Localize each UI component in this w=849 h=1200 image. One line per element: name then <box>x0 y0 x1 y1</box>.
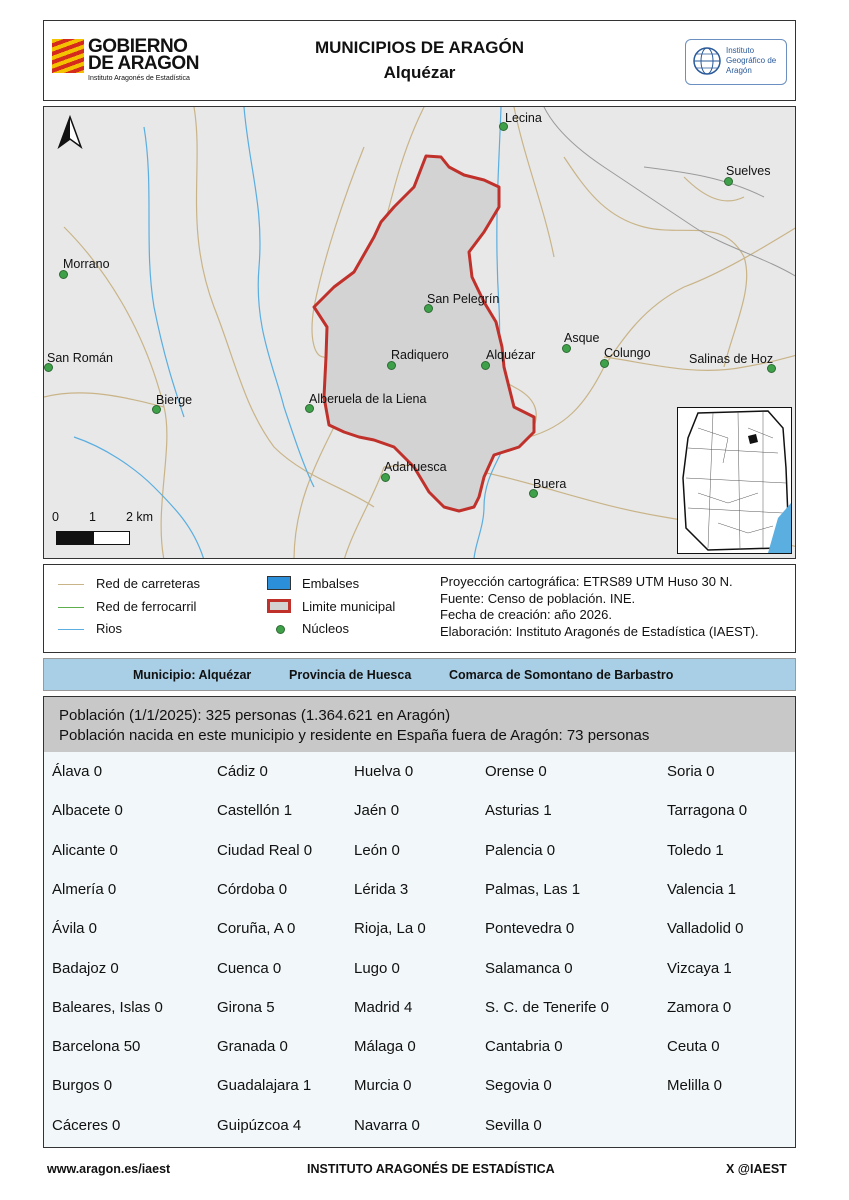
place-label: Morrano <box>63 257 110 271</box>
province-count: Lérida 3 <box>354 880 409 898</box>
province-count: Badajoz 0 <box>52 959 119 977</box>
province-count: Tarragona 0 <box>667 802 748 820</box>
map-metadata: Proyección cartográfica: ETRS89 UTM Huso 30 N. Fuente: Censo de población. INE. Fecha de creación: año 2026. Elaboración: Instituto Aragonés de Estadística (IAEST). <box>440 574 759 639</box>
municipal-boundary <box>314 156 534 511</box>
province-count: Salamanca 0 <box>485 959 573 977</box>
rivers-legend-line <box>58 629 84 630</box>
province-count: Vizcaya 1 <box>667 959 732 977</box>
province-count: Huelva 0 <box>354 763 414 780</box>
place-label: Buera <box>533 477 567 491</box>
place-label: Asque <box>564 331 600 345</box>
nucleus-dot <box>562 344 571 353</box>
population-born-outside: Población nacida en este municipio y residente en España fuera de Aragón: 73 personas <box>59 727 650 744</box>
nucleus-legend-dot <box>276 625 285 634</box>
nucleus-dot <box>387 361 396 370</box>
header <box>43 20 796 101</box>
province-count: Cáceres 0 <box>52 1116 121 1134</box>
province-count: Barcelona 50 <box>52 1038 141 1056</box>
province-count: Palencia 0 <box>485 841 556 859</box>
nucleus-dot <box>600 359 609 368</box>
admin-lines <box>544 107 796 277</box>
provincia-label: Provincia de Huesca <box>289 668 412 682</box>
province-count: Guadalajara 1 <box>217 1077 312 1095</box>
place-label: Adahuesca <box>384 460 447 474</box>
place-label: San Román <box>47 351 114 365</box>
place-label: Bierge <box>156 393 193 407</box>
province-count: Ávila 0 <box>52 920 98 938</box>
place-label: Salinas de Hoz <box>689 352 774 366</box>
nucleus-dot <box>381 473 390 482</box>
province-count: Zamora 0 <box>667 998 732 1016</box>
province-count: Asturias 1 <box>485 802 552 820</box>
municipality-name: Alquézar <box>383 63 456 82</box>
province-count: Ciudad Real 0 <box>217 841 313 859</box>
province-count: Soria 0 <box>667 763 715 780</box>
place-label: San Pelegrín <box>427 292 500 306</box>
place-label: Alberuela de la Liena <box>309 392 427 406</box>
province-count: Ceuta 0 <box>667 1038 720 1056</box>
province-count: Alicante 0 <box>52 841 118 859</box>
legend-rail: Red de ferrocarril <box>96 599 197 614</box>
province-count: Segovia 0 <box>485 1077 552 1095</box>
footer-social[interactable]: X @IAEST <box>726 1162 787 1176</box>
province-count: Toledo 1 <box>667 841 724 859</box>
scale-bar <box>56 531 130 545</box>
province-count: Girona 5 <box>217 998 275 1016</box>
place-label: Radiquero <box>391 348 449 362</box>
province-count: Madrid 4 <box>354 998 413 1016</box>
province-count: Lugo 0 <box>354 959 400 977</box>
scale-label: 0 <box>52 510 59 524</box>
province-count: Castellón 1 <box>217 802 293 820</box>
province-count: Cuenca 0 <box>217 959 282 977</box>
scale-label: 1 <box>89 510 96 524</box>
province-count: Murcia 0 <box>354 1077 412 1095</box>
legend-nuclei: Núcleos <box>302 621 349 636</box>
legend <box>43 564 796 653</box>
province-count: Rioja, La 0 <box>354 920 426 938</box>
province-count: Cantabria 0 <box>485 1038 563 1056</box>
place-label: Lecina <box>505 111 542 125</box>
province-count: Jaén 0 <box>354 802 400 820</box>
province-count: Guipúzcoa 4 <box>217 1116 302 1134</box>
population-summary <box>44 697 795 752</box>
reservoir-swatch <box>267 576 291 590</box>
roads-legend-line <box>58 584 84 585</box>
page-title: MUNICIPIOS DE ARAGÓN <box>314 38 525 57</box>
province-count: Palmas, Las 1 <box>485 880 581 898</box>
place-label: Colungo <box>604 346 651 360</box>
population-total: Población (1/1/2025): 325 personas (1.364.621 en Aragón) <box>59 707 451 724</box>
province-count: Orense 0 <box>485 763 547 780</box>
footer-website[interactable]: www.aragon.es/iaest <box>47 1162 171 1176</box>
municipality-info-bar <box>43 658 796 691</box>
province-count: Granada 0 <box>217 1038 288 1056</box>
globe-icon <box>692 46 722 76</box>
scale-label: 2 km <box>126 510 154 524</box>
legend-boundary: Limite municipal <box>302 599 396 614</box>
nucleus-dot <box>724 177 733 186</box>
legend-roads: Red de carreteras <box>96 576 201 591</box>
logo-subtitle: Instituto Aragonés de Estadística <box>88 75 190 82</box>
province-count: Melilla 0 <box>667 1077 723 1095</box>
instituto-geografico-logo <box>685 39 787 85</box>
logo-text: GOBIERNO DE ARAGON <box>88 36 199 74</box>
province-count: Álava 0 <box>52 763 103 780</box>
rail-legend-line <box>58 607 84 608</box>
legend-reservoirs: Embalses <box>302 576 360 591</box>
province-count: Navarra 0 <box>354 1116 420 1134</box>
place-label: Alquézar <box>486 348 536 362</box>
map <box>43 106 796 559</box>
footer-institute: INSTITUTO ARAGONÉS DE ESTADÍSTICA <box>307 1162 555 1176</box>
province-count: Valencia 1 <box>667 880 736 898</box>
province-count: Burgos 0 <box>52 1077 113 1095</box>
municipio-label: Municipio: Alquézar <box>133 668 252 682</box>
aragon-inset-map <box>677 407 792 554</box>
nucleus-dot <box>59 270 68 279</box>
province-count: Sevilla 0 <box>485 1116 542 1134</box>
province-count: Córdoba 0 <box>217 880 288 898</box>
comarca-label: Comarca de Somontano de Barbastro <box>449 668 674 682</box>
province-count: Almería 0 <box>52 880 117 898</box>
province-count: Málaga 0 <box>354 1038 416 1056</box>
province-count: Baleares, Islas 0 <box>52 998 163 1016</box>
legend-rivers: Rios <box>96 621 123 636</box>
boundary-swatch <box>267 599 291 613</box>
province-count: S. C. de Tenerife 0 <box>485 998 609 1016</box>
ig-logo-text: Instituto Geográfico de Aragón <box>726 46 777 75</box>
province-count: Pontevedra 0 <box>485 920 575 938</box>
population-panel <box>43 696 796 1148</box>
province-count: Valladolid 0 <box>667 920 744 938</box>
place-label: Suelves <box>726 164 771 178</box>
province-count: Cádiz 0 <box>217 763 268 780</box>
province-count: Albacete 0 <box>52 802 123 820</box>
province-count: Coruña, A 0 <box>217 920 296 938</box>
province-count: León 0 <box>354 841 400 859</box>
nucleus-dot <box>481 361 490 370</box>
